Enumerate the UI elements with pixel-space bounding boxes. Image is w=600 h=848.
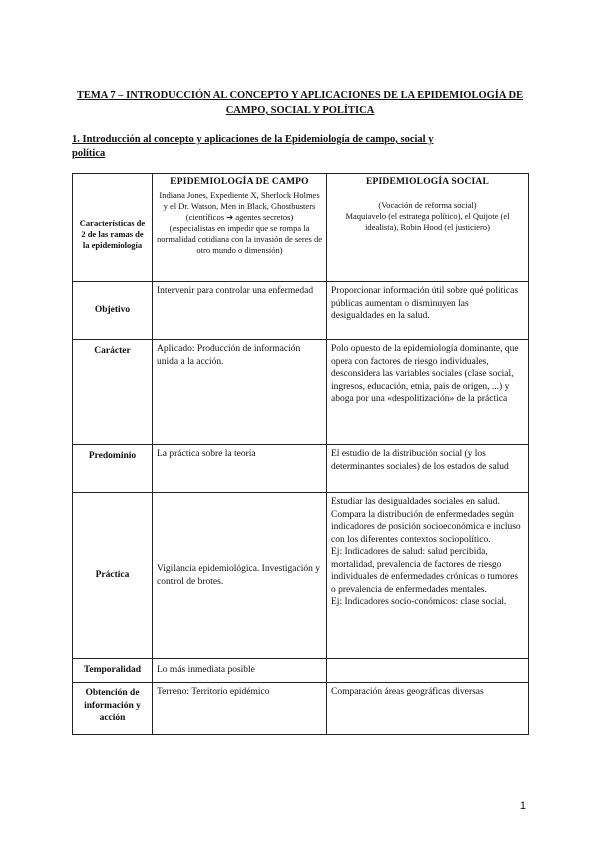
campo-temporalidad: Lo más inmediata posible [153, 659, 327, 683]
row-label-obtencion: Obtención de información y acción [73, 683, 153, 735]
row-label-objetivo: Objetivo [73, 282, 153, 340]
comparison-table [72, 173, 529, 735]
header-characteristics-label: Características de 2 de las ramas de la epidemiología [79, 217, 146, 250]
row-label-caracter: Carácter [73, 340, 153, 445]
campo-description-3: (especialistas en impedir que se rompa la normalidad cotidiana con la invasión de seres de otro mundo o dimensión) [157, 223, 322, 255]
campo-caracter: Aplicado: Producción de información unida a la acción. [153, 340, 327, 445]
title-line-1: TEMA 7 – INTRODUCCIÓN AL CONCEPTO Y APLICACIONES DE LA EPIDEMIOLOGÍA DE [76, 90, 524, 101]
social-description-2: Maquiavelo (el estratega político), el Quijote (el idealista), Robin Hood (el justiciero) [345, 211, 510, 232]
header-social-cell [327, 174, 529, 282]
table-row [73, 340, 529, 445]
section-heading [72, 133, 482, 161]
campo-column-title: EPIDEMIOLOGÍA DE CAMPO [170, 177, 309, 187]
social-objetivo: Proporcionar información útil sobre qué políticas públicas aumentan o disminuyen las desigualdades en la salud. [327, 282, 529, 340]
header-campo-cell [153, 174, 327, 282]
social-temporalidad [327, 659, 529, 683]
table-row [73, 493, 529, 659]
campo-obtencion: Terreno: Territorio epidémico [153, 683, 327, 735]
table-row [73, 445, 529, 493]
campo-description-2: (científicos ➔ agentes secretos) [185, 212, 294, 222]
social-practica-cell [327, 493, 529, 659]
campo-predominio: La práctica sobre la teoría [153, 445, 327, 493]
section-heading-line-1: 1. Introducción al concepto y aplicaciones de la Epidemiología de campo, social y [72, 134, 434, 145]
title-line-2: CAMPO, SOCIAL Y POLÍTICA [225, 105, 375, 116]
table-row [73, 282, 529, 340]
section-heading-line-2: política [72, 148, 106, 159]
social-column-title: EPIDEMIOLOGÍA SOCIAL [365, 177, 490, 187]
social-caracter: Polo opuesto de la epidemiología dominante, que opera con factores de riesgo individuales, desconsidera las variables sociales (clase social, ingresos, educación, etnia, país de origen, ...) y aboga por una «despolitización» de la práctica [327, 340, 529, 445]
social-practica-p2: Ej: Indicadores de salud: salud percibida, mortalidad, prevalencia de factores de riesgo individuales de enfermedades crónicas o tumores o prevalencia de enfermedades mentales. [331, 547, 519, 595]
table-row [73, 683, 529, 735]
social-description-1: (Vocación de reforma social) [378, 200, 477, 210]
campo-description-1: Indiana Jones, Expediente X, Sherlock Holmes y el Dr. Watson, Men in Black, Ghostbusters [159, 190, 320, 211]
social-predominio: El estudio de la distribución social (y los determinantes sociales) de los estados de salud [327, 445, 529, 493]
campo-practica: Vigilancia epidemiológica. Investigación y control de brotes. [153, 493, 327, 659]
row-label-temporalidad: Temporalidad [73, 659, 153, 683]
row-label-practica: Práctica [73, 493, 153, 659]
table-header-row [73, 174, 529, 282]
social-obtencion: Comparación áreas geográficas diversas [327, 683, 529, 735]
campo-objetivo: Intervenir para controlar una enfermedad [153, 282, 327, 340]
page-title [70, 88, 530, 118]
table-row [73, 659, 529, 683]
row-label-predominio: Predominio [73, 445, 153, 493]
header-characteristics-cell [73, 174, 153, 282]
social-practica-p3: Ej: Indicadores socio-conómicos: clase social. [331, 597, 507, 607]
social-practica-p1: Estudiar las desigualdades sociales en salud. Compara la distribución de enfermedades según indicadores de posición socioeconómica e incluso con los diferentes contextos sociopolítico. [331, 497, 521, 545]
page-number: 1 [519, 800, 526, 812]
